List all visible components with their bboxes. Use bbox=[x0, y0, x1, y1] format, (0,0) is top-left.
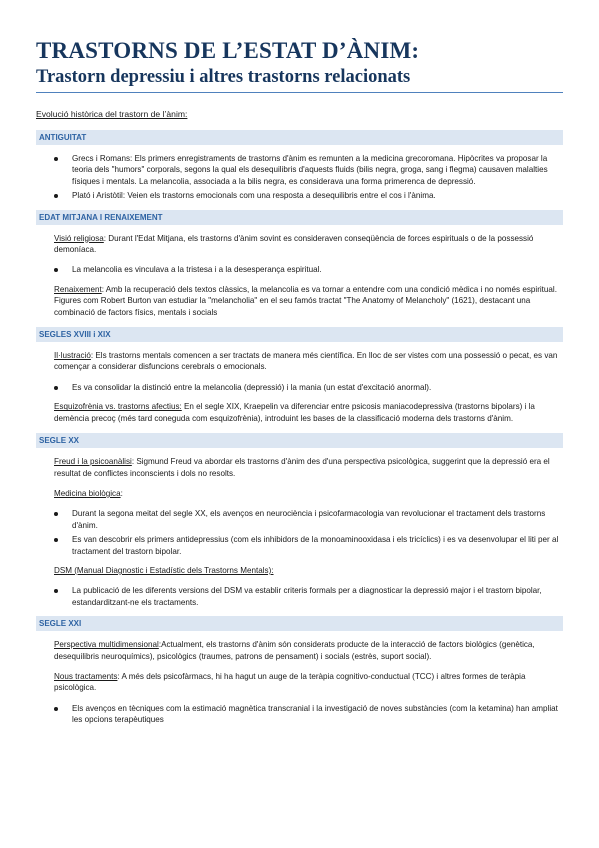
bullet-icon bbox=[54, 157, 58, 161]
paragraph-nous-tractaments bbox=[54, 671, 563, 694]
paragraph-freud bbox=[54, 456, 563, 479]
bullet-icon bbox=[54, 194, 58, 198]
bullet-icon bbox=[54, 268, 58, 272]
paragraph-medicina-biologica bbox=[54, 488, 563, 499]
paragraph-text: : bbox=[120, 488, 123, 498]
paragraph-label: Esquizofrènia vs. trastorns afectius: bbox=[54, 402, 182, 412]
list-item bbox=[72, 534, 563, 557]
antiguitat-list bbox=[36, 153, 563, 202]
segle-xx-list bbox=[36, 508, 563, 557]
paragraph-label: Nous tractaments bbox=[54, 671, 118, 681]
paragraph-text: : A més dels psicofàrmacs, hi ha hagut un auge de la teràpia cognitivo-conductual (TCC) i altres formes de teràpia psicològica. bbox=[54, 671, 526, 693]
list-item bbox=[72, 703, 563, 726]
list-item-text: La melancolia es vinculava a la tristesa i a la desesperança espiritual. bbox=[72, 265, 322, 275]
section-heading-antiguitat: ANTIGUITAT bbox=[36, 130, 563, 145]
paragraph-illustracio bbox=[54, 350, 563, 373]
bullet-icon bbox=[54, 512, 58, 516]
list-item bbox=[72, 585, 563, 608]
paragraph-label: Freud i la psicoanàlisi bbox=[54, 457, 132, 467]
paragraph-label: Il·lustració bbox=[54, 351, 91, 361]
document-title: TRASTORNS DE L’ESTAT D’ÀNIM: bbox=[36, 38, 420, 63]
paragraph-label: Medicina biològica bbox=[54, 488, 121, 498]
paragraph-renaixement bbox=[54, 284, 563, 318]
document-subtitle: Trastorn depressiu i altres trastorns relacionats bbox=[36, 67, 411, 87]
list-item-text: Els avenços en tècniques com la estimació magnètica transcranial i la investigació de noves substàncies (com la ketamina) han ampliat les opcions terapèutiques bbox=[72, 703, 558, 725]
section-heading-segles-xviii-xix: SEGLES XVIII i XIX bbox=[36, 327, 563, 342]
edat-mitjana-list bbox=[36, 264, 563, 275]
bullet-icon bbox=[54, 386, 58, 390]
title-divider bbox=[36, 92, 563, 93]
bullet-icon bbox=[54, 538, 58, 542]
paragraph-label: Renaixement bbox=[54, 284, 102, 294]
paragraph-text: : Sigmund Freud va abordar els trastorns d'ànim des d'una perspectiva psicològica, suggerint que la depressió era el resultat de conflictes inconscients i dols no resolts. bbox=[54, 457, 550, 478]
section-heading-edat-mitjana: EDAT MITJANA I RENAIXEMENT bbox=[36, 210, 563, 225]
segle-xxi-list bbox=[36, 703, 563, 726]
bullet-icon bbox=[54, 707, 58, 711]
list-item-text: Es va consolidar la distinció entre la melancolia (depressió) i la mania (un estat d'excitació anormal). bbox=[72, 382, 432, 392]
paragraph-esquizofrenia bbox=[54, 401, 563, 424]
paragraph-label: Visió religiosa bbox=[54, 233, 104, 243]
list-item bbox=[72, 508, 563, 531]
list-item bbox=[72, 264, 563, 275]
list-item-text: La publicació de les diferents versions del DSM va establir criteris formals per a diagnosticar la depressió major i el trastorn bipolar, estandarditzant-ne els tractaments. bbox=[72, 586, 542, 607]
list-item bbox=[72, 153, 563, 187]
history-heading: Evolució històrica del trastorn de l’ànim: bbox=[36, 109, 188, 119]
bullet-icon bbox=[54, 589, 58, 593]
segle-xx-dsm-list bbox=[36, 585, 563, 608]
section-heading-segle-xx: SEGLE XX bbox=[36, 433, 563, 448]
paragraph-label: Perspectiva multidimensional bbox=[54, 640, 159, 650]
list-item-text: Plató i Aristòtil: Veien els trastorns emocionals com una resposta a desequilibris entre el cos i l'ànima. bbox=[72, 191, 436, 201]
paragraph-text: : Durant l'Edat Mitjana, els trastorns d'ànim sovint es consideraven conseqüència de forces espirituals o de la possessió demoníaca. bbox=[54, 233, 534, 255]
list-item bbox=[72, 190, 563, 201]
segles-xviii-list bbox=[36, 382, 563, 393]
paragraph-dsm bbox=[54, 565, 563, 576]
list-item bbox=[72, 382, 563, 393]
paragraph-label: DSM (Manual Diagnostic i Estadístic dels Trastorns Mentals): bbox=[54, 565, 274, 575]
paragraph-visio-religiosa bbox=[54, 233, 563, 256]
paragraph-text: : Amb la recuperació dels textos clàssics, la melancolia es va tornar a entendre com una condició mèdica i no només espiritual. Figures com Robert Burton van estudiar la "melancholia" en el seu famós tractat "The Anatomy of Melancholy" (1621), destacant una combinació de factors físics, mentals i socials bbox=[54, 284, 557, 317]
paragraph-text: :Actualment, els trastorns d'ànim són considerats producte de la interacció de factors biològics (genètica, desequilibris neuroquímics), psicològics (traumes, patrons de pensament) i socials (estrès, suport social). bbox=[54, 640, 535, 661]
section-heading-segle-xxi: SEGLE XXI bbox=[36, 616, 563, 631]
paragraph-text: En el segle XIX, Kraepelin va diferenciar entre psicosis maniacodepressiva (trastorns bipolars) i la demència precoç (més tard coneguda com esquizofrènia), introduint les bases de la classificació moderna dels trastorns d'ànim. bbox=[54, 402, 535, 423]
paragraph-text: : Els trastorns mentals comencen a ser tractats de manera més científica. En lloc de ser vistes com una possessió o pecat, es van començar a considerar disfuncions cerebrals o emocionals. bbox=[54, 351, 558, 372]
list-item-text: Grecs i Romans: Els primers enregistraments de trastorns d'ànim es remunten a la medicina grecoromana. Hipòcrites va proposar la teoria dels "humors" corporals, segons la qual els desequilibris d'aquests fluids (bilis negra, groga, sang i flegma) causaven malalties físiques i mentals. La melancolia, associada a la bilis negra, es considerava una forma primerenca de depressió. bbox=[72, 154, 548, 186]
list-item-text: Durant la segona meitat del segle XX, els avenços en neurociència i psicofarmacologia van revolucionar el tractament dels trastorns d'ànim. bbox=[72, 509, 546, 530]
list-item-text: Es van descobrir els primers antidepressius (com els inhibidors de la monoaminooxidasa i els tricíclics) i es va desenvolupar el liti per al tractament del trastorn bipolar. bbox=[72, 535, 559, 556]
paragraph-perspectiva bbox=[54, 639, 563, 662]
